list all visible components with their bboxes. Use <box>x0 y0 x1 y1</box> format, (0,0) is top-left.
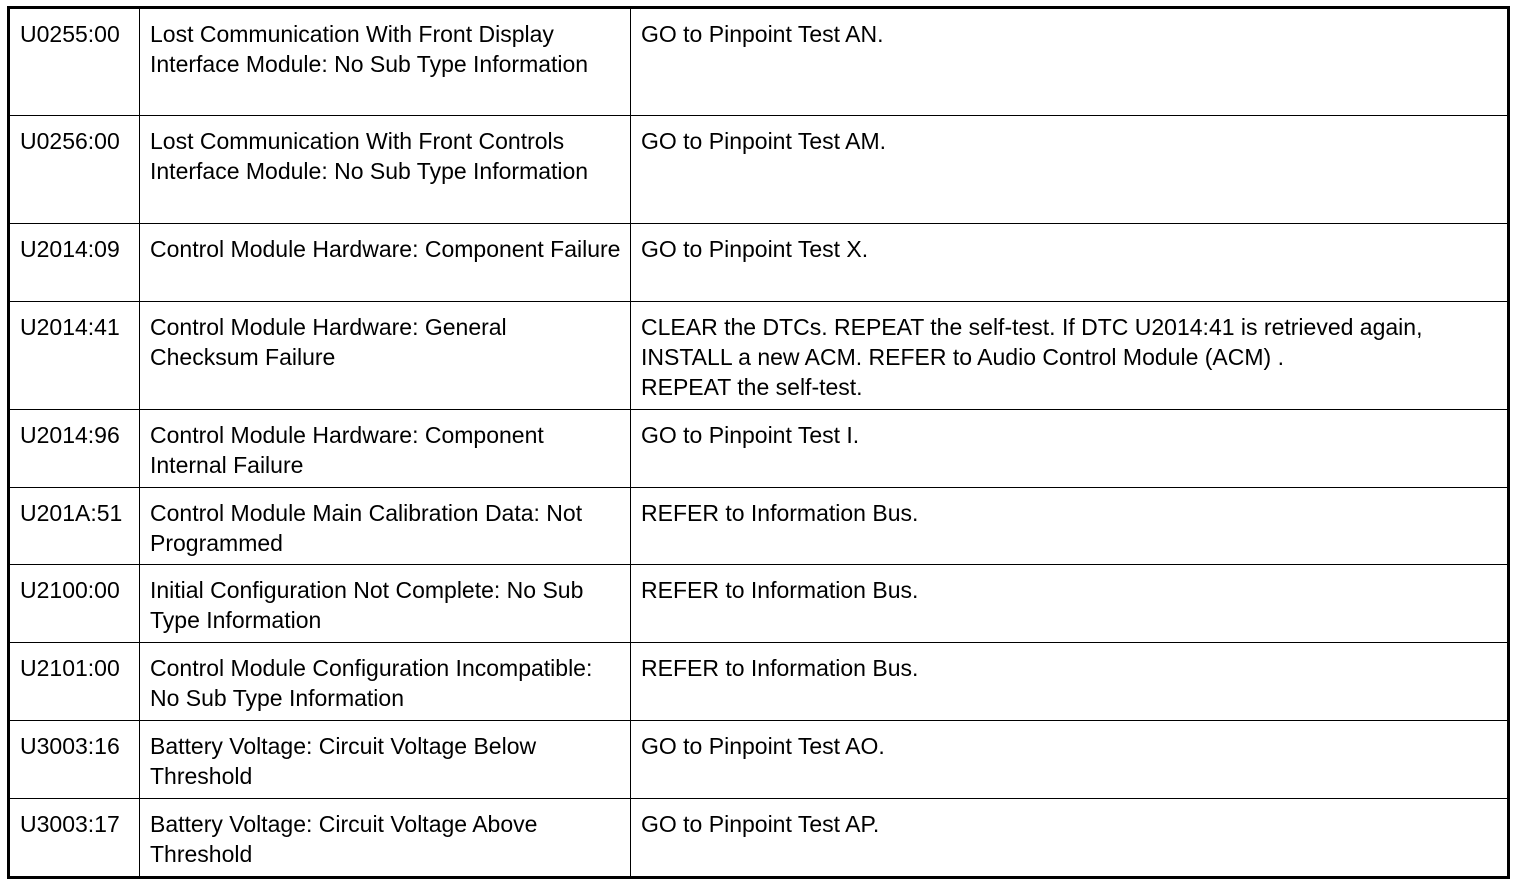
dtc-code-cell: U201A:51 <box>9 488 140 565</box>
dtc-code-cell: U2100:00 <box>9 565 140 643</box>
dtc-code-cell: U3003:17 <box>9 799 140 878</box>
table-row <box>9 643 1509 721</box>
dtc-description-cell: Control Module Hardware: Component Failure <box>140 224 631 302</box>
table-row <box>9 721 1509 799</box>
dtc-action-cell: GO to Pinpoint Test AO. <box>631 721 1509 799</box>
dtc-description-cell: Control Module Main Calibration Data: Not Programmed <box>140 488 631 565</box>
table-row <box>9 224 1509 302</box>
dtc-action-cell: REFER to Information Bus. <box>631 565 1509 643</box>
dtc-code-cell: U2014:96 <box>9 410 140 488</box>
dtc-description-cell: Control Module Hardware: Component Internal Failure <box>140 410 631 488</box>
dtc-code-cell: U2014:41 <box>9 302 140 410</box>
dtc-action-cell: GO to Pinpoint Test X. <box>631 224 1509 302</box>
dtc-action-cell: GO to Pinpoint Test AM. <box>631 116 1509 224</box>
table-row <box>9 799 1509 878</box>
dtc-description-cell: Control Module Configuration Incompatible: No Sub Type Information <box>140 643 631 721</box>
dtc-code-cell: U0256:00 <box>9 116 140 224</box>
dtc-description-cell: Control Module Hardware: General Checksum Failure <box>140 302 631 410</box>
dtc-action-cell: GO to Pinpoint Test AN. <box>631 8 1509 116</box>
dtc-description-cell: Initial Configuration Not Complete: No Sub Type Information <box>140 565 631 643</box>
dtc-action-cell: GO to Pinpoint Test AP. <box>631 799 1509 878</box>
dtc-description-cell: Lost Communication With Front Controls Interface Module: No Sub Type Information <box>140 116 631 224</box>
dtc-table <box>7 6 1510 879</box>
table-row <box>9 8 1509 116</box>
dtc-table-body <box>9 8 1509 878</box>
dtc-code-cell: U2014:09 <box>9 224 140 302</box>
dtc-description-cell: Battery Voltage: Circuit Voltage Below Threshold <box>140 721 631 799</box>
dtc-description-cell: Lost Communication With Front Display Interface Module: No Sub Type Information <box>140 8 631 116</box>
dtc-code-cell: U3003:16 <box>9 721 140 799</box>
dtc-action-cell: REFER to Information Bus. <box>631 488 1509 565</box>
dtc-code-cell: U2101:00 <box>9 643 140 721</box>
dtc-description-cell: Battery Voltage: Circuit Voltage Above Threshold <box>140 799 631 878</box>
table-row <box>9 116 1509 224</box>
table-row <box>9 302 1509 410</box>
dtc-action-cell: CLEAR the DTCs. REPEAT the self-test. If DTC U2014:41 is retrieved again, INSTALL a new ACM. REFER to Audio Control Module (ACM) . REPEAT the self-test. <box>631 302 1509 410</box>
table-row <box>9 410 1509 488</box>
dtc-action-cell: GO to Pinpoint Test I. <box>631 410 1509 488</box>
dtc-code-cell: U0255:00 <box>9 8 140 116</box>
table-row <box>9 565 1509 643</box>
table-row <box>9 488 1509 565</box>
dtc-action-cell: REFER to Information Bus. <box>631 643 1509 721</box>
